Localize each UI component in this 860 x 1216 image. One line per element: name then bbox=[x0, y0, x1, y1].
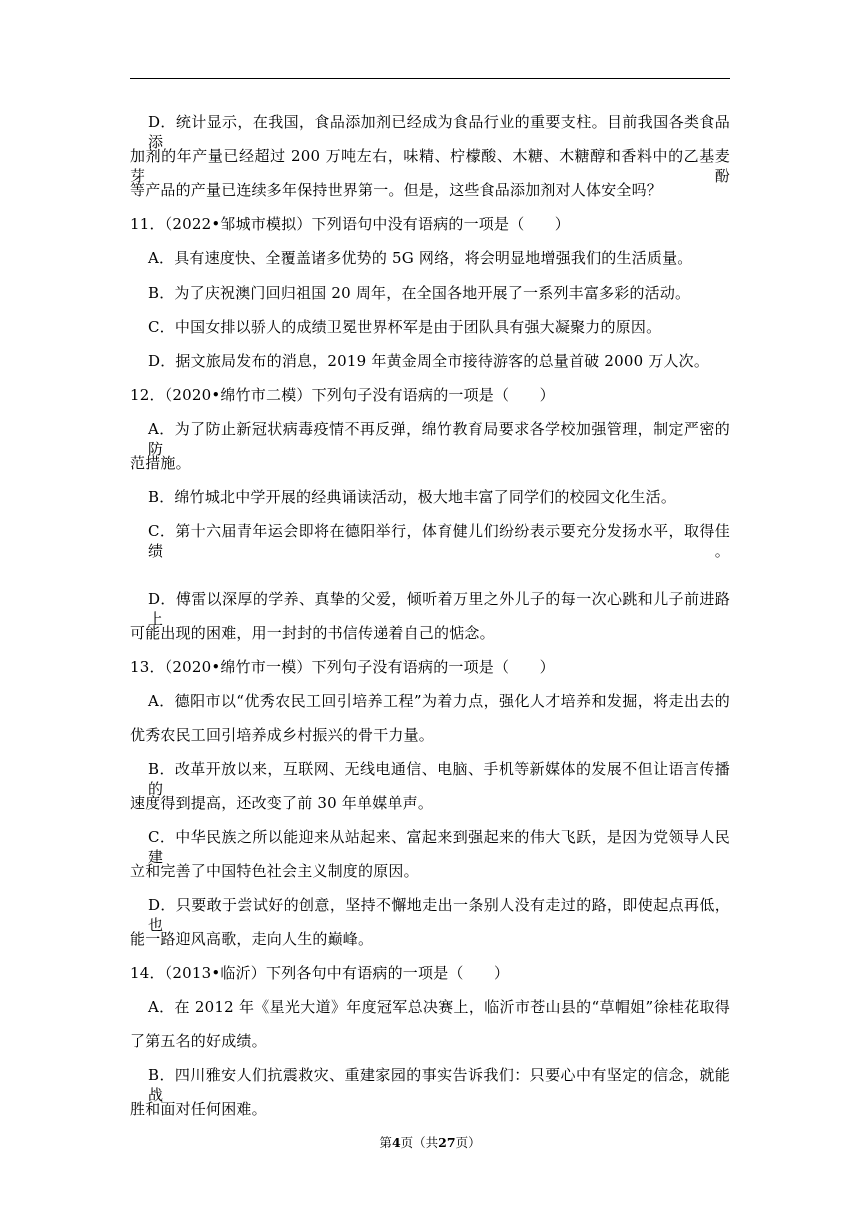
text-line: 等产品的产量已连续多年保持世界第一。但是，这些食品添加剂对人体安全吗？ bbox=[130, 181, 663, 199]
footer-total-pages: 27 bbox=[438, 1135, 456, 1150]
question-heading: 11．（2022•邹城市模拟）下列语句中没有语病的一项是（ ） bbox=[130, 215, 571, 233]
footer-page-number: 4 bbox=[391, 1135, 401, 1150]
option-line-continued: 了第五名的好成绩。 bbox=[130, 1032, 267, 1050]
option-line-continued: 可能出现的困难，用一封封的书信传递着自己的惦念。 bbox=[130, 624, 495, 642]
option-line: C．中国女排以骄人的成绩卫冕世界杯军是由于团队具有强大凝聚力的原因。 bbox=[148, 318, 662, 336]
question-heading: 12．（2020•绵竹市二模）下列句子没有语病的一项是（ ） bbox=[130, 386, 555, 404]
page-footer bbox=[0, 1135, 860, 1151]
option-line: B．四川雅安人们抗震救灾、重建家园的事实告诉我们：只要心中有坚定的信念，就能战 bbox=[148, 1066, 730, 1104]
header-rule bbox=[130, 78, 730, 79]
option-line: D．据文旅局发布的消息，2019 年黄金周全市接待游客的总量首破 2000 万人次。 bbox=[148, 352, 710, 370]
footer-middle: 页（共 bbox=[400, 1135, 439, 1150]
option-line-continued: 能一路迎风高歌，走向人生的巅峰。 bbox=[130, 930, 374, 948]
footer-suffix: 页） bbox=[455, 1135, 481, 1150]
option-line-continued: 范措施。 bbox=[130, 454, 191, 472]
option-line-continued: 速度得到提高，还改变了前 30 年单媒单声。 bbox=[130, 794, 434, 812]
footer-prefix: 第 bbox=[379, 1135, 392, 1150]
option-line: B．为了庆祝澳门回归祖国 20 周年，在全国各地开展了一系列丰富多彩的活动。 bbox=[148, 284, 691, 302]
option-line: A．为了防止新冠状病毒疫情不再反弹，绵竹教育局要求各学校加强管理，制定严密的防 bbox=[148, 420, 730, 458]
text-line: 加剂的年产量已经超过 200 万吨左右，味精、柠檬酸、木糖、木糖醇和香料中的乙基麦芽酚 bbox=[130, 147, 730, 185]
option-line: D．傅雷以深厚的学养、真挚的父爱，倾听着万里之外儿子的每一次心跳和儿子前进路上 bbox=[148, 590, 730, 628]
option-line: C．第十六届青年运会即将在德阳举行，体育健儿们纷纷表示要充分发扬水平，取得佳绩。 bbox=[148, 522, 730, 560]
option-line-continued: 胜和面对任何困难。 bbox=[130, 1100, 267, 1118]
option-line: B．绵竹城北中学开展的经典诵读活动，极大地丰富了同学们的校园文化生活。 bbox=[148, 488, 677, 506]
option-line: C．中华民族之所以能迎来从站起来、富起来到强起来的伟大飞跃，是因为党领导人民建 bbox=[148, 828, 730, 866]
option-line-continued: 立和完善了中国特色社会主义制度的原因。 bbox=[130, 862, 419, 880]
option-line: A．德阳市以“优秀农民工回引培养工程”为着力点，强化人才培养和发掘，将走出去的 bbox=[148, 692, 730, 710]
option-line: A．具有速度快、全覆盖诸多优势的 5G 网络，将会明显地增强我们的生活质量。 bbox=[148, 249, 693, 267]
option-line-continued: 优秀农民工回引培养成乡村振兴的骨干力量。 bbox=[130, 726, 435, 744]
question-heading: 14．（2013•临沂）下列各句中有语病的一项是（ ） bbox=[130, 964, 510, 982]
option-line: B．改革开放以来，互联网、无线电通信、电脑、手机等新媒体的发展不但让语言传播的 bbox=[148, 760, 730, 798]
question-heading: 13．（2020•绵竹市一模）下列句子没有语病的一项是（ ） bbox=[130, 658, 555, 676]
text-line: D．统计显示，在我国，食品添加剂已经成为食品行业的重要支柱。目前我国各类食品添 bbox=[148, 113, 730, 151]
option-line: D．只要敢于尝试好的创意，坚持不懈地走出一条别人没有走过的路，即使起点再低，也 bbox=[148, 896, 730, 934]
option-line: A．在 2012 年《星光大道》年度冠军总决赛上，临沂市苍山县的“草帽姐”徐桂花取得 bbox=[148, 998, 730, 1016]
